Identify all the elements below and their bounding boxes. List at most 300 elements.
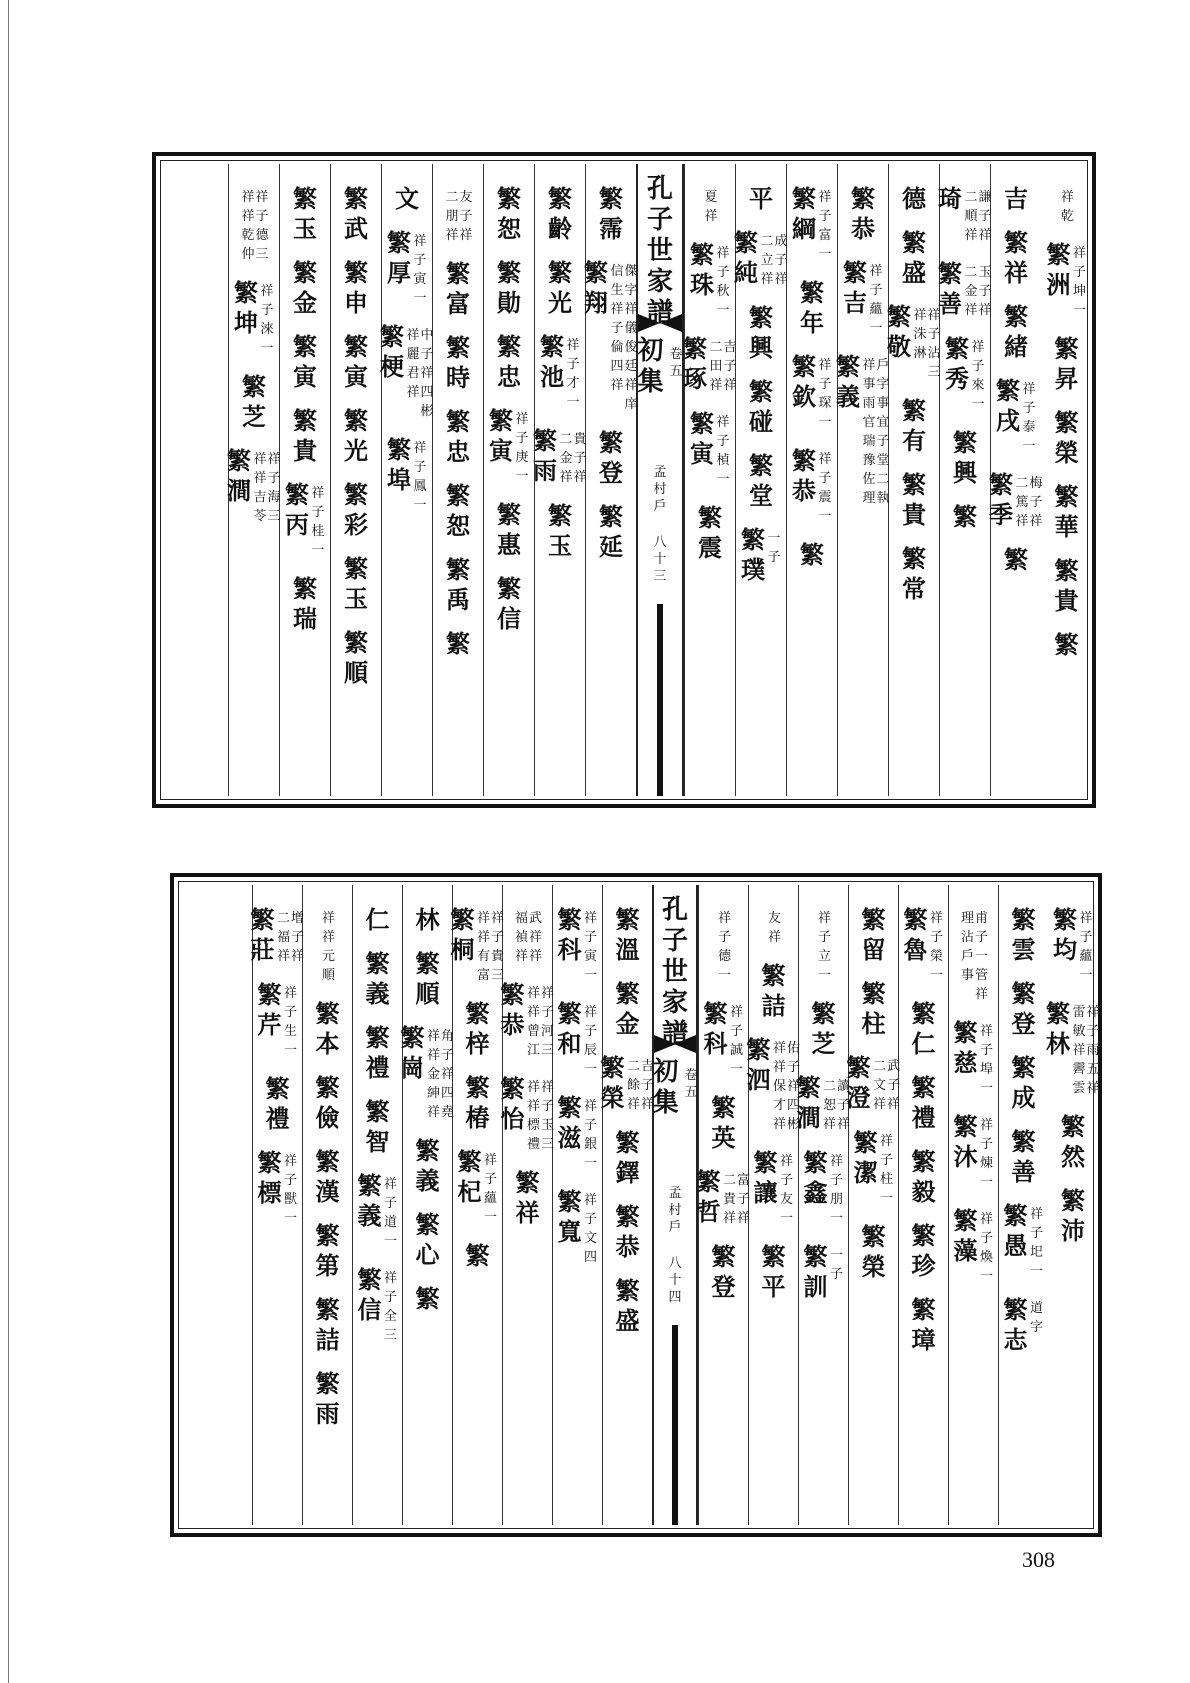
person-note: 角 子 祥 四 堯 祥 祥 金 紳 祥 xyxy=(426,1029,454,1120)
genealogy-column xyxy=(748,885,798,1525)
person-name: 繁 秀 xyxy=(945,334,969,393)
genealogy-column xyxy=(402,885,452,1525)
person-name: 繁 勛 xyxy=(497,258,521,317)
person-entry xyxy=(501,980,555,1060)
person-entry xyxy=(239,184,269,264)
genealogy-column xyxy=(786,164,837,796)
person-note: 吉 子 祥 二 田 祥 xyxy=(709,340,737,393)
person-name: 繁 xyxy=(415,1284,440,1313)
person-note: 祥 子 全 三 xyxy=(383,1271,397,1343)
person-entry xyxy=(862,905,886,965)
person-name: 繁 榮 xyxy=(861,1222,886,1281)
person-name: 繁 盛 xyxy=(902,228,926,287)
person-note: 祥 子 煥 一 xyxy=(979,1212,993,1284)
person-note: 一 子 xyxy=(829,1248,843,1282)
genealogy-column xyxy=(352,885,402,1525)
person-note: 祥 子 庚 一 xyxy=(515,412,529,484)
person-note: 祥 子 圯 一 xyxy=(1029,1207,1043,1279)
genealogy-column xyxy=(698,885,748,1525)
person-entry xyxy=(1055,556,1079,616)
person-name: 繁 科 xyxy=(703,999,728,1058)
person-name: 繁 貴 xyxy=(293,406,317,465)
person-entry xyxy=(451,905,505,985)
person-name: 繁 雲 xyxy=(1011,905,1036,964)
person-entry xyxy=(697,1167,751,1228)
person-name: 繁 昇 xyxy=(1054,334,1079,393)
person-name: 繁 恕 xyxy=(446,481,470,540)
person-name: 繁 然 xyxy=(1061,1112,1085,1171)
person-note: 夏 祥 xyxy=(704,190,718,224)
center-title-column xyxy=(652,885,698,1525)
person-entry xyxy=(316,999,340,1059)
center-rule xyxy=(657,604,663,796)
person-entry xyxy=(996,376,1036,456)
person-note: 祥 子 富 一 xyxy=(818,190,832,262)
person-note: 祥 子 銀 一 xyxy=(583,1099,597,1171)
person-entry xyxy=(804,1148,844,1228)
lower-genealogy-panel xyxy=(170,873,1102,1537)
person-name: 繁 仁 xyxy=(911,999,936,1058)
person-note: 友 祥 xyxy=(767,911,781,945)
person-entry xyxy=(749,184,773,214)
person-name: 繁 禮 xyxy=(265,1074,290,1133)
person-name: 繁 季 xyxy=(989,470,1013,529)
person-name: 繁 榮 xyxy=(600,1053,625,1112)
person-name: 繁 盛 xyxy=(615,1276,640,1335)
person-name: 繁 柱 xyxy=(861,979,886,1038)
person-name: 繁 玉 xyxy=(344,554,368,613)
person-name: 繁 興 xyxy=(953,428,977,487)
person-name: 繁 吉 xyxy=(843,258,867,317)
person-name: 繁 讓 xyxy=(753,1148,778,1207)
person-entry xyxy=(816,905,832,985)
section-title: 初 集 xyxy=(637,336,664,397)
person-entry xyxy=(912,1295,936,1355)
person-entry xyxy=(1012,905,1036,965)
genealogy-column xyxy=(585,164,636,796)
person-name: 繁 禹 xyxy=(446,555,470,614)
person-entry xyxy=(548,258,572,318)
person-entry xyxy=(749,303,773,363)
person-entry xyxy=(497,184,521,244)
person-entry xyxy=(548,501,572,561)
genealogy-column xyxy=(534,164,585,796)
person-entry xyxy=(812,999,836,1059)
person-name: 繁 震 xyxy=(698,503,722,562)
genealogy-column xyxy=(837,164,888,796)
person-name: 繁 xyxy=(446,629,470,658)
person-name: 繁 戌 xyxy=(996,376,1020,435)
person-entry xyxy=(749,451,773,511)
person-name: 繁 緒 xyxy=(1004,302,1028,361)
person-name: 繁 xyxy=(800,540,824,569)
person-entry xyxy=(242,372,266,432)
person-name: 繁 平 xyxy=(761,1242,786,1301)
genealogy-column xyxy=(939,164,990,796)
book-title: 孔 子 世 家 譜 xyxy=(661,895,688,1049)
person-entry xyxy=(446,259,470,319)
person-name: 繁 登 xyxy=(711,1242,736,1301)
person-name: 繁 金 xyxy=(615,979,640,1038)
person-name: 繁 珠 xyxy=(690,240,714,299)
person-entry xyxy=(1004,1295,1044,1355)
person-name: 繁 雨 xyxy=(315,1369,340,1428)
person-note: 中 子 祥 四 彬 祥 麗 君 祥 xyxy=(406,328,434,419)
person-entry xyxy=(466,1073,490,1133)
person-note: 祥 子 海 三 祥 祥 吉 苓 xyxy=(253,452,281,524)
person-entry xyxy=(902,396,926,456)
person-entry xyxy=(344,258,368,318)
person-name: 繁 義 xyxy=(357,1171,382,1230)
person-entry xyxy=(516,1168,540,1228)
person-entry xyxy=(792,446,832,526)
person-entry xyxy=(1012,979,1036,1039)
person-name: 繁 崗 xyxy=(400,1023,425,1082)
person-entry xyxy=(843,258,883,338)
person-entry xyxy=(513,905,543,966)
person-entry xyxy=(912,1147,936,1207)
person-name: 繁 第 xyxy=(315,1221,340,1280)
person-name: 繁 魯 xyxy=(903,905,928,964)
person-entry xyxy=(548,184,572,244)
person-entry xyxy=(446,333,470,393)
person-entry xyxy=(489,406,529,486)
person-name: 繁 武 xyxy=(344,184,368,243)
person-name: 繁 池 xyxy=(540,332,564,391)
person-name: 繁 登 xyxy=(599,428,623,487)
person-entry xyxy=(712,1242,736,1302)
person-name: 林 xyxy=(415,905,440,934)
person-name: 繁 金 xyxy=(293,258,317,317)
person-name: 繁 林 xyxy=(1046,999,1070,1058)
person-name: 繁 本 xyxy=(315,999,340,1058)
person-entry xyxy=(344,406,368,466)
person-entry xyxy=(847,1053,901,1114)
person-name: 繁 xyxy=(465,1241,490,1270)
person-entry xyxy=(1004,1201,1044,1281)
person-entry xyxy=(293,184,317,244)
person-entry xyxy=(749,377,773,437)
genealogy-column xyxy=(684,164,735,796)
person-entry xyxy=(616,1128,640,1188)
person-entry xyxy=(258,980,298,1060)
folio-number: 八 十 三 xyxy=(653,535,667,584)
person-entry xyxy=(616,905,640,965)
person-entry xyxy=(616,1276,640,1336)
person-name: 繁 洲 xyxy=(1046,240,1071,299)
person-entry xyxy=(754,1148,794,1228)
person-name: 繁 寅 xyxy=(344,332,368,391)
person-name: 繁 慈 xyxy=(953,1018,978,1077)
fishtail-mark xyxy=(654,1035,696,1053)
person-entry xyxy=(912,1073,936,1133)
person-name: 繁 寅 xyxy=(489,406,513,465)
person-name: 繁 貴 xyxy=(1054,556,1079,615)
person-note: 讀 子 祥 二 恕 祥 xyxy=(822,1079,850,1132)
person-entry xyxy=(466,999,490,1059)
person-note: 祥 子 文 四 xyxy=(583,1193,597,1265)
person-entry xyxy=(458,1147,498,1227)
person-note: 祥 子 埠 一 xyxy=(979,1024,993,1096)
person-entry xyxy=(616,1202,640,1262)
person-entry xyxy=(954,1112,994,1192)
person-entry xyxy=(599,428,623,488)
person-name: 繁 溫 xyxy=(615,905,640,964)
genealogy-column xyxy=(898,885,948,1525)
person-name: 繁 愚 xyxy=(1003,1201,1028,1260)
person-note: 成 子 祥 二 立 祥 xyxy=(760,234,788,287)
person-note: 祥 子 鳳 一 xyxy=(413,441,427,513)
person-name: 繁 均 xyxy=(1053,905,1077,964)
genealogy-column xyxy=(381,164,432,796)
person-entry xyxy=(902,184,926,214)
person-name: 繁 禮 xyxy=(911,1073,936,1132)
person-name: 繁 智 xyxy=(365,1097,390,1156)
person-entry xyxy=(912,1221,936,1281)
person-name: 繁 堂 xyxy=(749,451,773,510)
person-note: 祥 子 河 三 祥 祥 曾 江 xyxy=(526,986,554,1058)
volume-label: 卷 五 xyxy=(684,1068,698,1100)
person-entry xyxy=(1004,302,1028,362)
person-name: 繁 霈 xyxy=(599,184,623,243)
person-entry xyxy=(887,302,941,382)
person-name: 繁 禮 xyxy=(365,1023,390,1082)
person-note: 祥 子 淶 一 xyxy=(260,284,274,356)
person-entry xyxy=(251,905,305,966)
person-name: 繁 寬 xyxy=(557,1187,582,1246)
genealogy-column xyxy=(1041,164,1092,796)
folio-number: 八 十 四 xyxy=(668,1256,682,1305)
person-name: 繁 xyxy=(1054,630,1079,659)
book-title: 孔 子 世 家 譜 xyxy=(646,174,673,328)
person-name: 繁 澗 xyxy=(796,1073,821,1132)
person-entry xyxy=(416,1136,440,1196)
person-name: 繁 恭 xyxy=(500,980,525,1039)
person-note: 道 字 xyxy=(1029,1301,1043,1335)
person-entry xyxy=(344,184,368,244)
person-entry xyxy=(1046,999,1100,1098)
person-entry xyxy=(446,407,470,467)
person-name: 繁 芝 xyxy=(811,999,836,1058)
person-entry xyxy=(945,334,985,414)
genealogy-column xyxy=(502,885,552,1525)
genealogy-column xyxy=(998,885,1048,1525)
person-note: 佑 子 祥 四 彬 祥 祥 保 才 祥 xyxy=(772,1041,800,1132)
person-entry xyxy=(747,1035,801,1134)
person-name: 繁 綱 xyxy=(792,184,816,243)
person-note: 祥 子 友 一 xyxy=(779,1154,793,1226)
person-name: 繁 義 xyxy=(836,352,860,411)
person-name: 繁 詰 xyxy=(761,961,786,1020)
person-name: 繁 義 xyxy=(415,1136,440,1195)
person-entry xyxy=(344,554,368,614)
person-entry xyxy=(902,470,926,530)
person-note: 祥 乾 xyxy=(1060,190,1074,224)
person-name: 繁 詰 xyxy=(315,1295,340,1354)
person-entry xyxy=(366,1023,390,1083)
person-name: 繁 延 xyxy=(599,502,623,561)
person-note: 梅 子 祥 二 篤 祥 xyxy=(1015,476,1043,529)
person-name: 繁 璋 xyxy=(911,1295,936,1354)
person-note: 祥 子 辰 一 xyxy=(583,1005,597,1077)
person-name: 繁 留 xyxy=(861,905,886,964)
person-name: 文 xyxy=(395,184,419,213)
person-entry xyxy=(1055,408,1079,468)
person-note: 祥 子 誠 一 xyxy=(729,1005,743,1077)
person-entry xyxy=(792,184,832,264)
person-name: 繁 英 xyxy=(711,1093,736,1152)
section-title: 初 集 xyxy=(652,1057,679,1118)
person-entry xyxy=(912,999,936,1059)
person-name: 繁 儉 xyxy=(315,1073,340,1132)
person-entry xyxy=(466,1241,490,1271)
person-name: 繁 常 xyxy=(902,544,926,603)
person-entry xyxy=(380,322,434,421)
person-entry xyxy=(316,1073,340,1133)
person-entry xyxy=(344,332,368,392)
person-entry xyxy=(558,999,598,1079)
person-name: 繁 科 xyxy=(557,905,582,964)
genealogy-column xyxy=(330,164,381,796)
person-note: 祥 子 德 一 xyxy=(717,911,731,983)
person-name: 繁 玉 xyxy=(548,501,572,560)
person-entry xyxy=(558,1187,598,1267)
person-name: 繁 信 xyxy=(497,574,521,633)
person-entry xyxy=(954,1018,994,1098)
person-entry xyxy=(358,1265,398,1345)
person-name: 繁 莊 xyxy=(250,905,275,964)
person-entry xyxy=(285,480,325,560)
person-note: 祥 子 蘊 一 xyxy=(869,264,883,336)
person-entry xyxy=(497,500,521,560)
person-name: 繁 埠 xyxy=(387,435,411,494)
branch-label: 孟 村 戶 xyxy=(653,465,667,514)
person-entry xyxy=(344,628,368,688)
person-entry xyxy=(1012,1053,1036,1113)
person-name: 繁 忠 xyxy=(446,407,470,466)
person-name: 繁 成 xyxy=(1011,1053,1036,1112)
person-entry xyxy=(851,184,875,244)
person-entry xyxy=(902,228,926,288)
person-note: 祥 子 柱 一 xyxy=(879,1134,893,1206)
person-entry xyxy=(558,905,598,985)
person-entry xyxy=(344,480,368,540)
genealogy-column xyxy=(848,885,898,1525)
person-note: 祥 子 蘊 一 xyxy=(483,1153,497,1225)
person-name: 繁 和 xyxy=(557,999,582,1058)
person-note: 祥 子 玉 三 祥 祥 標 禮 xyxy=(526,1080,554,1152)
person-entry xyxy=(989,470,1043,531)
person-entry xyxy=(416,949,440,1009)
person-entry xyxy=(558,1093,598,1173)
person-entry xyxy=(1004,545,1028,575)
person-name: 繁 信 xyxy=(357,1265,382,1324)
person-entry xyxy=(497,332,521,392)
person-note: 貴 子 祥 二 金 祥 xyxy=(559,432,587,485)
person-entry xyxy=(1061,1112,1085,1172)
person-entry xyxy=(862,979,886,1039)
person-entry xyxy=(804,1242,844,1302)
person-entry xyxy=(234,278,274,358)
person-entry xyxy=(293,258,317,318)
person-name: 繁 光 xyxy=(344,406,368,465)
person-name: 平 xyxy=(749,184,773,213)
person-entry xyxy=(443,184,473,245)
genealogy-column xyxy=(1048,885,1098,1525)
person-entry xyxy=(540,332,580,412)
person-note: 謙 子 祥 二 順 祥 xyxy=(964,190,992,243)
person-name: 繁 忠 xyxy=(497,332,521,391)
person-name: 繁 富 xyxy=(446,259,470,318)
person-entry xyxy=(395,184,419,214)
person-name: 繁 杞 xyxy=(457,1147,482,1206)
person-name: 繁 椿 xyxy=(465,1073,490,1132)
person-name: 繁 貴 xyxy=(902,470,926,529)
person-entry xyxy=(387,435,427,515)
person-entry xyxy=(366,1097,390,1157)
person-name: 繁 純 xyxy=(734,228,758,287)
person-entry xyxy=(446,629,470,659)
person-entry xyxy=(953,502,977,532)
person-name: 繁 年 xyxy=(800,278,824,337)
person-name: 繁 澄 xyxy=(846,1053,871,1112)
person-note: 傑 字 祥 儀 俊 廷 祥 庠 信 生 祥 子 倫 四 祥 xyxy=(610,264,638,412)
person-name: 繁 榮 xyxy=(1054,408,1079,467)
person-note: 祥 子 蘊 一 xyxy=(1079,911,1093,983)
person-entry xyxy=(446,555,470,615)
genealogy-column xyxy=(735,164,786,796)
person-entry xyxy=(1047,240,1087,320)
person-name: 繁 厚 xyxy=(387,228,411,287)
person-entry xyxy=(1012,1127,1036,1187)
person-entry xyxy=(690,240,730,320)
genealogy-column xyxy=(252,885,302,1525)
center-title-column xyxy=(636,164,684,796)
person-note: 祥 子 震 一 xyxy=(818,452,832,524)
person-entry xyxy=(1059,184,1075,226)
person-name: 繁 璞 xyxy=(741,525,765,584)
person-name: 繁 鑫 xyxy=(803,1148,828,1207)
person-name: 繁 敬 xyxy=(887,302,911,361)
person-name: 繁 祥 xyxy=(515,1168,540,1227)
person-entry xyxy=(702,184,718,226)
person-entry xyxy=(953,428,977,488)
person-note: 甫 子 一 管 祥 理 沾 戶 事 xyxy=(960,911,988,1002)
person-note: 祥 子 秋 一 xyxy=(716,246,730,318)
person-name: 繁 哲 xyxy=(696,1167,721,1226)
person-entry xyxy=(401,1023,455,1122)
person-entry xyxy=(316,1147,340,1207)
person-name: 繁 善 xyxy=(938,259,962,318)
person-name: 繁 玉 xyxy=(293,184,317,243)
person-entry xyxy=(387,228,427,308)
person-name: 繁 標 xyxy=(257,1148,282,1207)
person-entry xyxy=(501,1074,555,1154)
person-entry xyxy=(601,1053,655,1114)
person-note: 祥 子 寅 一 xyxy=(413,234,427,306)
person-name: 德 xyxy=(902,184,926,213)
person-note: 祥 子 獸 一 xyxy=(283,1154,297,1226)
person-entry xyxy=(497,574,521,634)
person-name: 繁 澗 xyxy=(227,446,251,505)
person-entry xyxy=(698,503,722,563)
person-entry xyxy=(616,979,640,1039)
person-entry xyxy=(316,1221,340,1281)
person-entry xyxy=(599,502,623,562)
person-entry xyxy=(854,1128,894,1208)
person-note: 戶 字 事 宜 子 堂 二 執 祥 事 雨 官 瑞 豫 佐 理 xyxy=(862,358,890,506)
person-entry xyxy=(1061,1186,1085,1246)
